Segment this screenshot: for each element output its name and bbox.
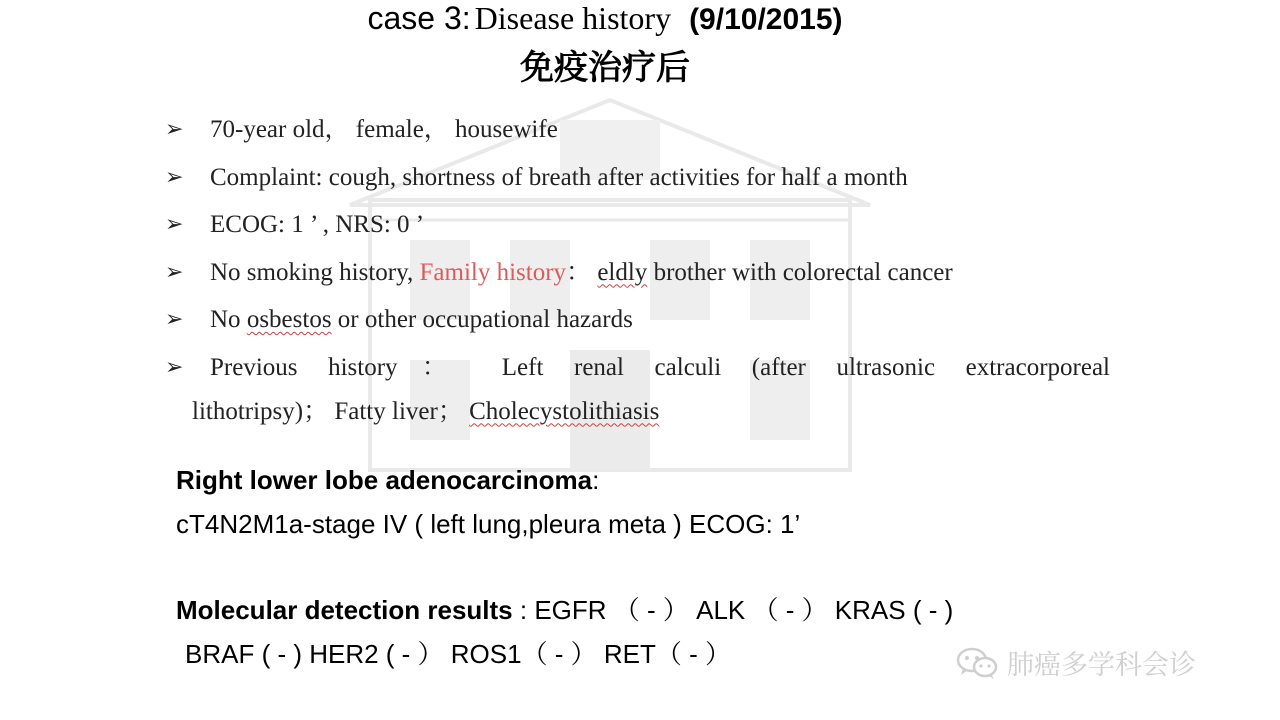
molecular-line-2: BRAF ( - ) HER2 ( - ） ROS1（ - ） RET（ - ）: [185, 639, 732, 669]
molecular-results-block: [176, 588, 953, 676]
bullet-item-occupational: [165, 300, 1110, 348]
spellcheck-word: Cholecystolithiasis: [469, 397, 660, 425]
bullet-text: brother with colorectal cancer: [647, 258, 953, 286]
title-date: (9/10/2015): [689, 3, 843, 36]
diagnosis-colon: :: [592, 465, 600, 495]
family-history-highlight: Family history: [419, 258, 567, 286]
bullet-text: or other occupational hazards: [331, 306, 633, 333]
title-disease-history: Disease history: [474, 0, 672, 36]
bullet-item-previous-history: [165, 348, 1110, 436]
spellcheck-word: osbestos: [246, 306, 332, 333]
bullet-item-smoking-family: [165, 253, 1110, 301]
bullet-text: ECOG: 1 ’ , NRS: 0 ’: [210, 211, 425, 238]
bullet-item-demographics: [165, 110, 1110, 158]
diagnosis-label: Right lower lobe adenocarcinoma: [176, 465, 593, 495]
arrow-bullet-icon: ➢: [165, 117, 184, 142]
bullet-text: Previous history： Left renal calculi (after ultrasonic extracorporeal: [210, 353, 1110, 381]
bullet-text-continued: [192, 388, 1110, 436]
bullet-text: No: [210, 306, 247, 333]
molecular-line-1: [176, 588, 953, 632]
diagnosis-line: [176, 458, 800, 502]
diagnosis-stage: cT4N2M1a-stage IV ( left lung,pleura meta ) ECOG: 1’: [176, 509, 801, 539]
bullet-text: Complaint: cough, shortness of breath after activities for half a month: [210, 163, 908, 191]
molecular-results-text: : EGFR （ - ） ALK （ - ） KRAS ( - ): [512, 595, 954, 625]
arrow-bullet-icon: ➢: [165, 307, 184, 332]
bullet-item-complaint: [165, 158, 1110, 206]
molecular-label: Molecular detection results: [176, 595, 513, 625]
diagnosis-block: [176, 458, 800, 546]
bullet-item-ecog: [165, 205, 1110, 253]
arrow-bullet-icon: ➢: [165, 212, 184, 237]
bullet-text: ：: [566, 258, 598, 286]
spellcheck-word: eldly: [597, 258, 648, 286]
bullet-text: lithotripsy)； Fatty liver；: [192, 397, 470, 425]
bullet-text: No smoking history,: [210, 258, 420, 286]
watermark: [955, 643, 1196, 682]
arrow-bullet-icon: ➢: [165, 354, 184, 380]
arrow-bullet-icon: ➢: [165, 259, 184, 285]
history-bullet-list: [165, 110, 1110, 436]
watermark-text: 肺癌多学科会诊: [1007, 650, 1196, 681]
slide-title: [0, 0, 1210, 37]
title-case-label: case 3:: [367, 0, 471, 36]
wechat-icon: [955, 646, 999, 680]
arrow-bullet-icon: ➢: [165, 164, 184, 190]
bullet-text: 70-year old， female， housewife: [210, 116, 558, 143]
slide-subtitle: 免疫治疗后: [520, 48, 690, 88]
